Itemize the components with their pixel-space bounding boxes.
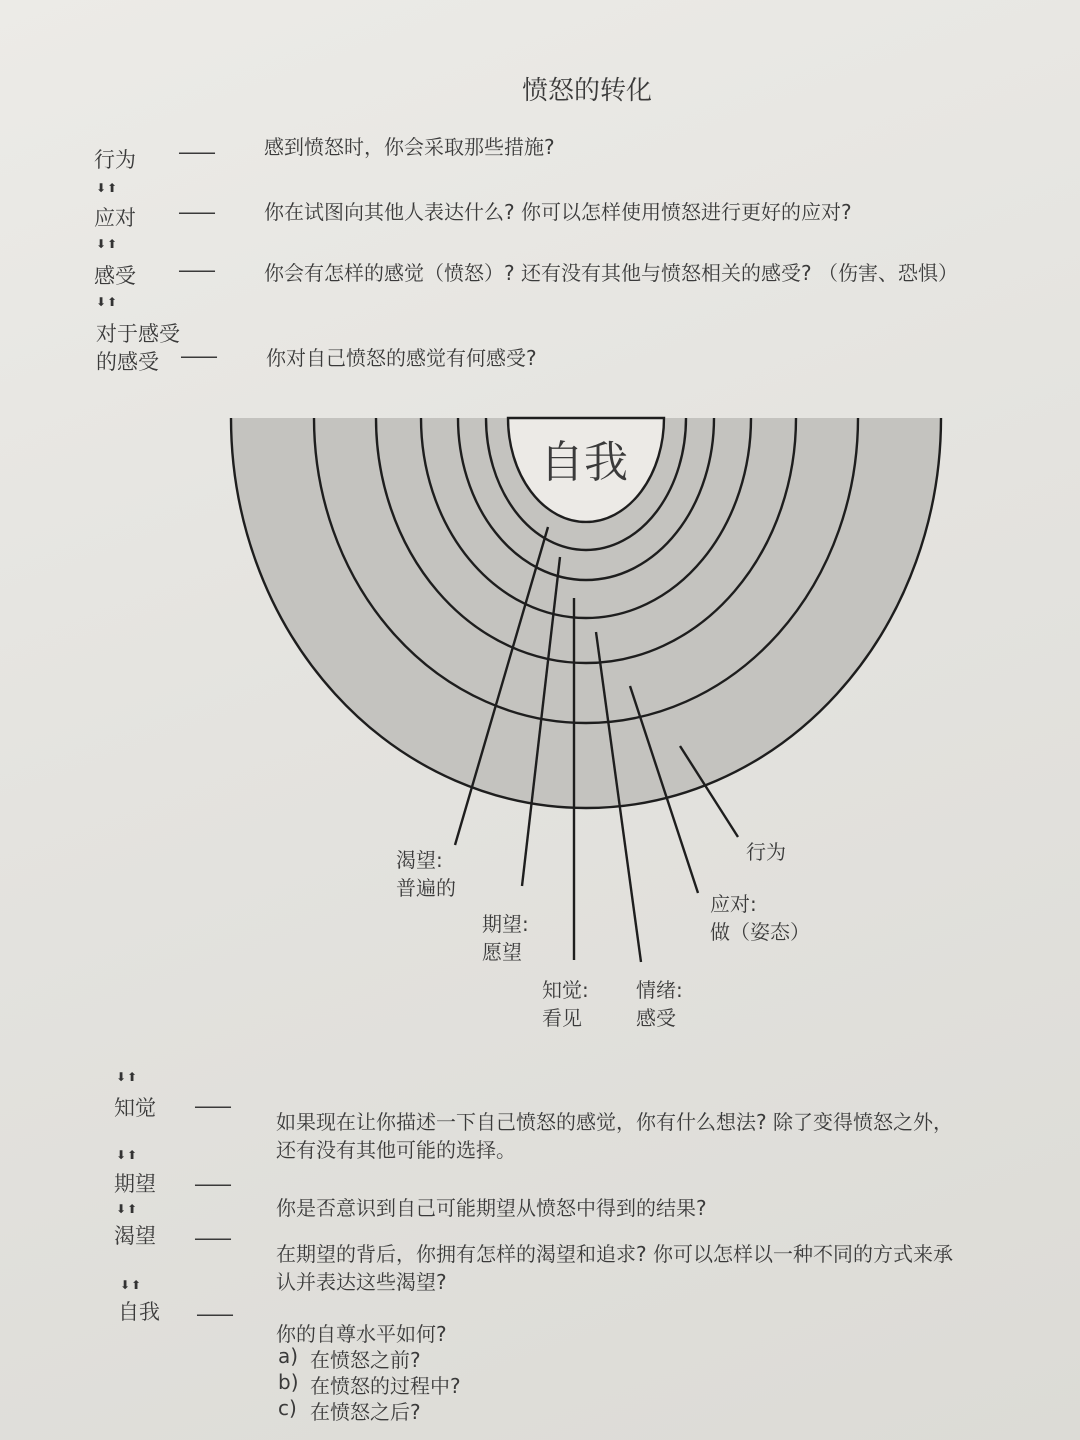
sub-item-c: 在愤怒之后? [310,1400,421,1424]
updown-arrows-icon: ⬇⬆ [116,1148,139,1162]
dash: —— [180,344,216,368]
question-desire-1: 在期望的背后，你拥有怎样的渴望和追求? 你可以怎样以一种不同的方式来承 [276,1242,953,1266]
updown-arrows-icon: ⬇⬆ [116,1202,139,1216]
label-feeling: 感受 [94,264,136,288]
question-coping: 你在试图向其他人表达什么? 你可以怎样使用愤怒进行更好的应对? [264,200,852,224]
diagram-label-desire: 渴望: 普遍的 [396,848,456,900]
label-expectation: 期望 [114,1172,156,1196]
sub-marker-c: c) [278,1396,297,1420]
question-behavior: 感到愤怒时，你会采取那些措施? [264,135,555,159]
dash: —— [178,200,214,224]
page-title: 愤怒的转化 [522,76,653,106]
question-perception-1: 如果现在让你描述一下自己愤怒的感觉，你有什么想法? 除了变得愤怒之外， [276,1110,953,1134]
question-feeling-about-feeling: 你对自己愤怒的感觉有何感受? [266,346,537,370]
question-self: 你的自尊水平如何? [276,1322,447,1346]
label-perception: 知觉 [114,1096,156,1120]
dash: —— [178,140,214,164]
updown-arrows-icon: ⬇⬆ [96,237,119,251]
self-label: 自我 [540,437,628,488]
diagram-label-coping: 应对: 做（姿态） [710,892,810,944]
diagram-label-expectation: 期望: 愿望 [482,912,529,964]
updown-arrows-icon: ⬇⬆ [96,295,119,309]
updown-arrows-icon: ⬇⬆ [116,1070,139,1084]
dash: —— [178,258,214,282]
updown-arrows-icon: ⬇⬆ [96,181,119,195]
sub-item-a: 在愤怒之前? [310,1348,421,1372]
dash: —— [194,1172,230,1196]
question-perception-2: 还有没有其他可能的选择。 [276,1138,516,1162]
label-coping: 应对 [94,206,136,230]
dash: —— [194,1226,230,1250]
question-expectation: 你是否意识到自己可能期望从愤怒中得到的结果? [276,1196,707,1220]
sub-marker-a: a) [278,1344,299,1368]
sub-marker-b: b) [278,1370,299,1394]
label-feeling-about-feeling-1: 对于感受 [96,322,180,346]
dash: —— [194,1094,230,1118]
dash: —— [196,1302,232,1326]
sub-item-b: 在愤怒的过程中? [310,1374,461,1398]
label-behavior: 行为 [94,148,136,172]
label-desire: 渴望 [114,1224,156,1248]
question-desire-2: 认并表达这些渴望? [276,1270,447,1294]
updown-arrows-icon: ⬇⬆ [120,1278,143,1292]
question-feeling: 你会有怎样的感觉（愤怒）? 还有没有其他与愤怒相关的感受? （伤害、恐惧） [264,261,958,285]
diagram-label-behavior: 行为 [746,840,786,864]
label-feeling-about-feeling-2: 的感受 [96,350,159,374]
diagram-label-perception: 知觉: 看见 [542,978,589,1030]
diagram-label-emotion: 情绪: 感受 [636,978,683,1030]
label-self: 自我 [118,1300,160,1324]
